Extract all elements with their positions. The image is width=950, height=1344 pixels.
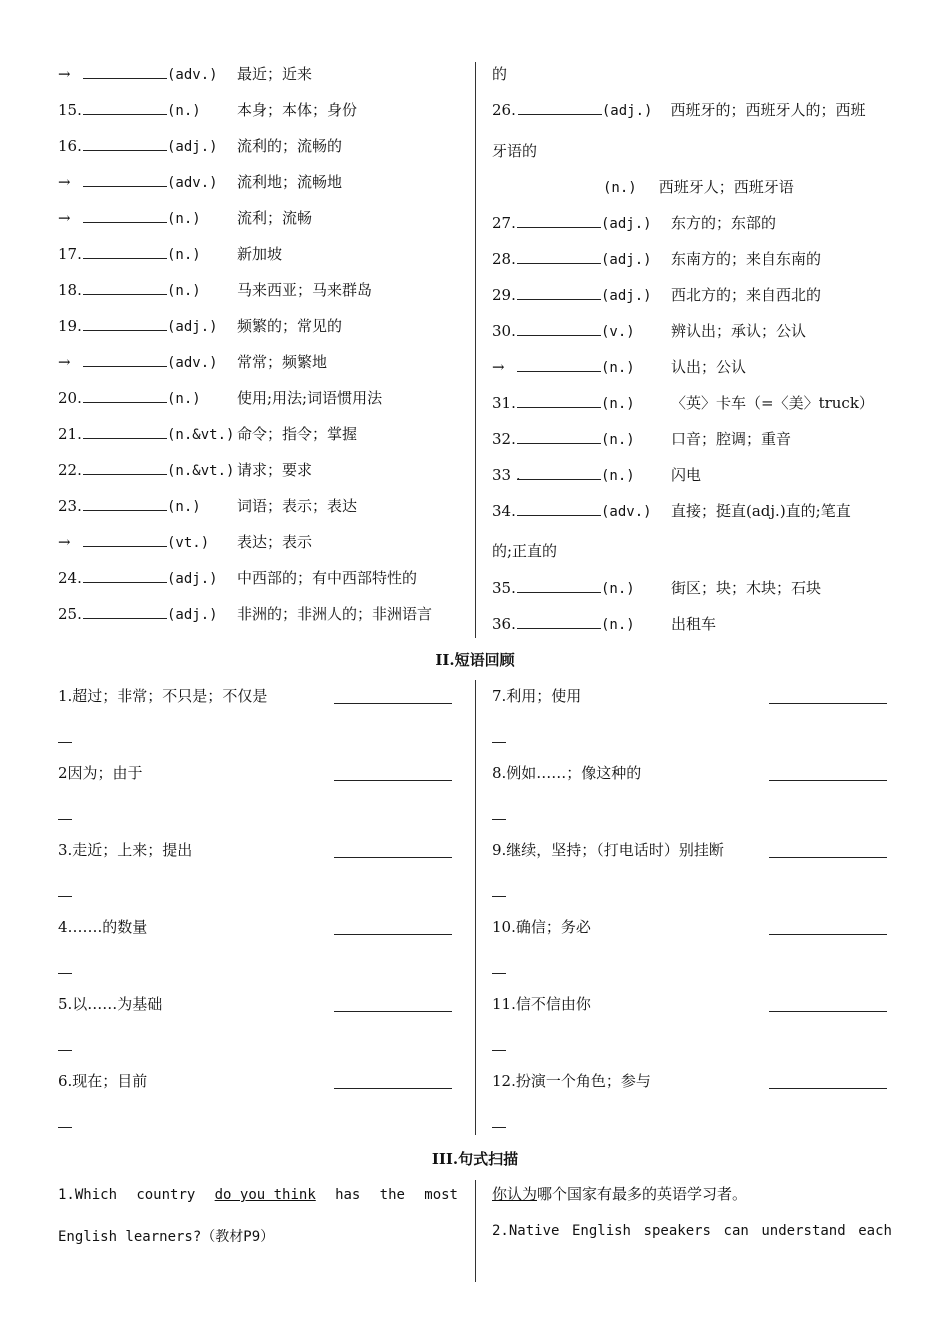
vocab-item bbox=[58, 424, 357, 445]
part-of-speech: (n.) bbox=[167, 499, 201, 515]
meaning: 使用;用法;词语惯用法 bbox=[237, 389, 383, 407]
answer-blank[interactable] bbox=[83, 208, 167, 223]
meaning: 新加坡 bbox=[237, 245, 283, 263]
meaning: 词语；表示；表达 bbox=[237, 497, 358, 515]
meaning: 流利地；流畅地 bbox=[237, 173, 343, 191]
item-number: 25. bbox=[58, 605, 82, 623]
part-of-speech: (n.&vt.) bbox=[167, 463, 235, 479]
item-number: 19. bbox=[58, 317, 82, 335]
answer-blank[interactable] bbox=[517, 357, 601, 372]
part-of-speech: (adj.) bbox=[167, 607, 218, 623]
vocab-continuation: 的;正直的 bbox=[492, 542, 558, 560]
answer-line[interactable] bbox=[334, 703, 452, 704]
meaning: 常常；频繁地 bbox=[237, 353, 328, 371]
item-number: 26. bbox=[492, 101, 516, 119]
answer-line-continuation[interactable] bbox=[492, 973, 506, 974]
column-divider-top bbox=[475, 62, 476, 638]
item-number: → bbox=[58, 65, 71, 83]
phrase-prompt: 12.扮演一个角色；参与 bbox=[492, 1072, 651, 1090]
item-number: 17. bbox=[58, 245, 82, 263]
meaning: 表达；表示 bbox=[237, 533, 313, 551]
item-number: 27. bbox=[492, 214, 516, 232]
vocab-item bbox=[492, 285, 821, 306]
meaning: 闪电 bbox=[671, 466, 702, 484]
answer-line[interactable] bbox=[769, 857, 887, 858]
sentence-2-line-1 bbox=[492, 1221, 892, 1241]
item-number: 31. bbox=[492, 394, 516, 412]
answer-line-continuation[interactable] bbox=[58, 819, 72, 820]
part-of-speech: (adj.) bbox=[167, 319, 218, 335]
part-of-speech: (adj.) bbox=[601, 288, 652, 304]
vocab-item bbox=[58, 388, 382, 409]
answer-blank[interactable] bbox=[83, 64, 167, 79]
answer-blank[interactable] bbox=[83, 352, 167, 367]
vocab-item bbox=[58, 496, 357, 517]
part-of-speech: (n.) bbox=[167, 103, 201, 119]
answer-blank[interactable] bbox=[83, 136, 167, 151]
meaning: 西班牙的；西班牙人的；西班 bbox=[670, 101, 866, 119]
vocab-item-26b bbox=[603, 177, 794, 198]
sentence-1-translation bbox=[492, 1184, 747, 1204]
sentence-1-line-1 bbox=[58, 1185, 458, 1205]
underlined-phrase: do you think bbox=[214, 1187, 316, 1203]
item-number: 32. bbox=[492, 430, 516, 448]
phrase-prompt: 11.信不信由你 bbox=[492, 995, 591, 1013]
meaning: 本身；本体；身份 bbox=[237, 101, 358, 119]
part-of-speech: (n.) bbox=[601, 468, 635, 484]
answer-line-continuation[interactable] bbox=[492, 819, 506, 820]
meaning: 命令；指令；掌握 bbox=[237, 425, 358, 443]
underlined-translation: 你认为 bbox=[492, 1185, 538, 1203]
vocab-item bbox=[58, 568, 417, 589]
answer-line[interactable] bbox=[769, 780, 887, 781]
answer-line-continuation[interactable] bbox=[492, 1050, 506, 1051]
answer-blank[interactable] bbox=[517, 321, 601, 336]
item-number: 22. bbox=[58, 461, 82, 479]
word: 2.Native bbox=[492, 1223, 560, 1239]
answer-line-continuation[interactable] bbox=[492, 1127, 506, 1128]
meaning: 西班牙人；西班牙语 bbox=[658, 178, 794, 196]
item-number: 36. bbox=[492, 615, 516, 633]
vocab-item bbox=[492, 578, 821, 599]
part-of-speech: (vt.) bbox=[167, 535, 210, 551]
part-of-speech: (adj.) bbox=[601, 216, 652, 232]
part-of-speech: (n.) bbox=[167, 283, 201, 299]
answer-blank[interactable] bbox=[517, 578, 601, 593]
vocab-item-26 bbox=[492, 100, 865, 121]
phrase-prompt: 9.继续，坚持；（打电话时）别挂断 bbox=[492, 841, 724, 859]
item-number: 16. bbox=[58, 137, 82, 155]
answer-blank[interactable] bbox=[83, 532, 167, 547]
section-title-phrases: II.短语回顾 bbox=[435, 651, 515, 669]
word: each bbox=[858, 1223, 892, 1239]
meaning: 辨认出；承认；公认 bbox=[671, 322, 807, 340]
answer-blank[interactable] bbox=[83, 460, 167, 475]
meaning: 认出；公认 bbox=[671, 358, 747, 376]
part-of-speech: (n.) bbox=[167, 391, 201, 407]
phrase-prompt: 3.走近；上来；提出 bbox=[58, 841, 193, 859]
part-of-speech: (n.) bbox=[601, 581, 635, 597]
word: has bbox=[335, 1187, 361, 1203]
item-number: 15. bbox=[58, 101, 82, 119]
answer-blank[interactable] bbox=[83, 604, 167, 619]
part-of-speech: (adv.) bbox=[601, 504, 652, 520]
answer-blank[interactable] bbox=[83, 496, 167, 511]
answer-line-continuation[interactable] bbox=[492, 896, 506, 897]
answer-blank[interactable] bbox=[517, 213, 601, 228]
answer-blank[interactable] bbox=[83, 568, 167, 583]
meaning: 流利的；流畅的 bbox=[237, 137, 343, 155]
vocab-item bbox=[58, 172, 342, 193]
answer-blank[interactable] bbox=[517, 465, 601, 480]
answer-line-continuation[interactable] bbox=[58, 742, 72, 743]
word: English bbox=[571, 1223, 631, 1239]
part-of-speech: (adv.) bbox=[167, 175, 218, 191]
phrase-prompt: 10.确信；务必 bbox=[492, 918, 591, 936]
meaning: 请求；要求 bbox=[237, 461, 313, 479]
word: speakers bbox=[643, 1223, 711, 1239]
word: country bbox=[136, 1187, 196, 1203]
item-number: 20. bbox=[58, 389, 82, 407]
answer-blank[interactable] bbox=[83, 316, 167, 331]
answer-blank[interactable] bbox=[83, 100, 167, 115]
vocab-item bbox=[492, 357, 746, 378]
meaning: 最近；近来 bbox=[237, 65, 313, 83]
item-number: 23. bbox=[58, 497, 82, 515]
answer-line[interactable] bbox=[334, 1011, 452, 1012]
vocab-item bbox=[492, 501, 851, 522]
meaning: 口音；腔调；重音 bbox=[671, 430, 792, 448]
word: most bbox=[424, 1187, 458, 1203]
answer-line[interactable] bbox=[769, 934, 887, 935]
item-number: 30. bbox=[492, 322, 516, 340]
part-of-speech: (adj.) bbox=[601, 252, 652, 268]
part-of-speech: (v.) bbox=[601, 324, 635, 340]
answer-line[interactable] bbox=[769, 1088, 887, 1089]
translation-rest: 哪个国家有最多的英语学习者。 bbox=[537, 1185, 748, 1203]
meaning: 频繁的；常见的 bbox=[237, 317, 343, 335]
answer-line[interactable] bbox=[334, 780, 452, 781]
vocab-item bbox=[58, 280, 372, 301]
sentence-1-line-2: English learners?（教材P9） bbox=[58, 1229, 275, 1245]
part-of-speech: (adv.) bbox=[167, 355, 218, 371]
part-of-speech: (n.) bbox=[603, 180, 637, 196]
answer-blank[interactable] bbox=[83, 280, 167, 295]
vocab-item bbox=[492, 465, 701, 486]
answer-blank[interactable] bbox=[83, 172, 167, 187]
vocab-item bbox=[492, 614, 716, 635]
item-number: → bbox=[492, 358, 505, 376]
part-of-speech: (adv.) bbox=[167, 67, 218, 83]
item-number: 18. bbox=[58, 281, 82, 299]
answer-blank[interactable] bbox=[517, 393, 601, 408]
phrase-prompt: 1.超过；非常；不只是；不仅是 bbox=[58, 687, 268, 705]
item-number: → bbox=[58, 353, 71, 371]
item-number: 34. bbox=[492, 502, 516, 520]
answer-line-continuation[interactable] bbox=[58, 1127, 72, 1128]
meaning: 马来西亚；马来群岛 bbox=[237, 281, 373, 299]
item-number: 35. bbox=[492, 579, 516, 597]
item-number: → bbox=[58, 173, 71, 191]
phrase-prompt: 4…….的数量 bbox=[58, 918, 148, 936]
part-of-speech: (adj.) bbox=[167, 139, 218, 155]
vocab-item bbox=[58, 604, 432, 625]
vocab-item bbox=[58, 460, 312, 481]
answer-line-continuation[interactable] bbox=[492, 742, 506, 743]
vocab-item bbox=[492, 321, 806, 342]
part-of-speech: (n.) bbox=[601, 617, 635, 633]
word: the bbox=[379, 1187, 405, 1203]
item-number: 33 . bbox=[492, 466, 521, 484]
vocab-item bbox=[492, 213, 776, 234]
meaning: 〈英〉卡车（=〈美〉truck） bbox=[671, 394, 874, 412]
phrase-prompt: 6.现在；目前 bbox=[58, 1072, 148, 1090]
item-number: 28. bbox=[492, 250, 516, 268]
part-of-speech: (n.) bbox=[167, 247, 201, 263]
answer-line[interactable] bbox=[334, 1088, 452, 1089]
answer-blank[interactable] bbox=[83, 244, 167, 259]
vocab-item bbox=[492, 393, 874, 414]
phrase-prompt: 2因为；由于 bbox=[58, 764, 143, 782]
word: can bbox=[723, 1223, 749, 1239]
answer-line[interactable] bbox=[334, 857, 452, 858]
word: understand bbox=[761, 1223, 846, 1239]
vocab-continuation: 的 bbox=[492, 65, 508, 83]
vocab-continuation: 牙语的 bbox=[492, 142, 538, 160]
answer-line-continuation[interactable] bbox=[58, 973, 72, 974]
meaning: 东南方的；来自东南的 bbox=[671, 250, 822, 268]
part-of-speech: (adj.) bbox=[601, 103, 653, 119]
part-of-speech: (n.) bbox=[601, 396, 635, 412]
item-number: 29. bbox=[492, 286, 516, 304]
word: 1.Which bbox=[58, 1187, 118, 1203]
part-of-speech: (n.) bbox=[167, 211, 201, 227]
vocab-item bbox=[58, 64, 312, 85]
answer-blank[interactable] bbox=[83, 388, 167, 403]
item-number: → bbox=[58, 209, 71, 227]
phrase-prompt: 5.以……为基础 bbox=[58, 995, 163, 1013]
vocab-item bbox=[58, 136, 342, 157]
vocab-item bbox=[492, 249, 821, 270]
meaning: 西北方的；来自西北的 bbox=[671, 286, 822, 304]
meaning: 东方的；东部的 bbox=[671, 214, 777, 232]
item-number: 24. bbox=[58, 569, 82, 587]
meaning: 出租车 bbox=[671, 615, 717, 633]
part-of-speech: (adj.) bbox=[167, 571, 218, 587]
vocab-item bbox=[58, 244, 282, 265]
answer-line[interactable] bbox=[334, 934, 452, 935]
column-divider-middle bbox=[475, 680, 476, 1135]
answer-blank[interactable] bbox=[517, 614, 601, 629]
answer-blank[interactable] bbox=[517, 501, 601, 516]
vocab-item bbox=[492, 429, 791, 450]
part-of-speech: (n.) bbox=[601, 432, 635, 448]
section-title-sentences: III.句式扫描 bbox=[431, 1150, 519, 1168]
column-divider-bottom bbox=[475, 1180, 476, 1282]
vocab-item bbox=[58, 100, 357, 121]
meaning: 街区；块；木块；石块 bbox=[671, 579, 822, 597]
meaning: 流利；流畅 bbox=[237, 209, 313, 227]
item-number: 21. bbox=[58, 425, 82, 443]
part-of-speech: (n.&vt.) bbox=[167, 427, 235, 443]
answer-line[interactable] bbox=[769, 703, 887, 704]
answer-blank[interactable] bbox=[518, 100, 602, 115]
vocab-item bbox=[58, 352, 327, 373]
meaning: 中西部的；有中西部特性的 bbox=[237, 569, 418, 587]
answer-line-continuation[interactable] bbox=[58, 1050, 72, 1051]
vocab-item bbox=[58, 532, 312, 553]
phrase-prompt: 8.例如……；像这种的 bbox=[492, 764, 642, 782]
answer-line-continuation[interactable] bbox=[58, 896, 72, 897]
answer-blank[interactable] bbox=[83, 424, 167, 439]
meaning: 非洲的；非洲人的；非洲语言 bbox=[237, 605, 433, 623]
phrase-prompt: 7.利用；使用 bbox=[492, 687, 582, 705]
part-of-speech: (n.) bbox=[601, 360, 635, 376]
vocab-item bbox=[58, 316, 342, 337]
meaning: 直接；挺直(adj.)直的;笔直 bbox=[671, 502, 851, 520]
answer-blank[interactable] bbox=[517, 285, 601, 300]
answer-blank[interactable] bbox=[517, 249, 601, 264]
answer-blank[interactable] bbox=[517, 429, 601, 444]
vocab-item bbox=[58, 208, 312, 229]
answer-line[interactable] bbox=[769, 1011, 887, 1012]
item-number: → bbox=[58, 533, 71, 551]
